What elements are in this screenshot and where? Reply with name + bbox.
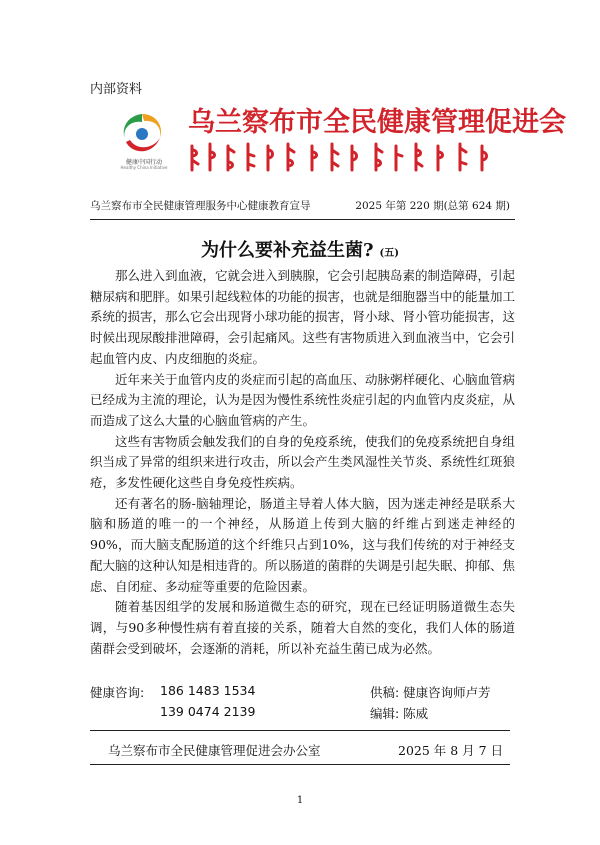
article-title-part: (五) (379, 248, 399, 259)
paragraph: 这些有害物质会触发我们的自身的免疫系统，使我们的免疫系统把自身组织当成了异常的组织来进行攻击，所以会产生类风湿性关节炎、系统性红斑狼疮，多发性硬化这些自身免疫性疾病。 (90, 433, 516, 491)
paragraph: 近年来关于血管内皮的炎症而引起的高血压、动脉粥样硬化、心脑血管病已经成为主流的理论，认为是因为慢性系统性炎症引起的内血管内皮炎症，从而造成了这么大量的心脑血管病的产生。 (90, 371, 516, 428)
subhead-publisher: 乌兰察布市全民健康管理服务中心健康教育宣导 (90, 200, 311, 212)
article-title-text: 为什么要补充益生菌? (200, 240, 374, 261)
issue-number: 2025 年第 220 期(总第 624 期) (355, 200, 510, 212)
footer-divider-top (90, 730, 510, 731)
contact-label: 健康咨询: (90, 685, 145, 700)
mongolian-script-title (188, 140, 498, 174)
logo-caption: 健康中国行动 (125, 159, 162, 166)
page-number: 1 (296, 795, 304, 806)
contact-phone-1: 186 1483 1534 (160, 683, 256, 698)
contact-phone-2: 139 0474 2139 (160, 704, 256, 719)
article-body (90, 266, 515, 659)
article-author: 供稿: 健康咨询师卢芳 (370, 685, 491, 700)
logo-emblem-icon (112, 108, 172, 158)
subheader (90, 198, 510, 213)
logo-caption-en: Healthy China Initiative (120, 165, 168, 170)
article-title (0, 236, 600, 262)
paragraph: 那么进入到血液，它就会进入到胰腺，它会引起胰岛素的制造障碍，引起糖尿病和肥胖。如果引起线粒体的功能的损害，也就是细胞器当中的能量加工系统的损害，那么它会出现肾小球功能的损害，肾小球、肾小管功能损害，这时候出现尿酸排泄障碍，会引起痛风。这些有害物质进入到血液当中，它会引起血管内皮、内皮细胞的炎症。 (90, 268, 516, 366)
paragraph: 随着基因组学的发展和肠道微生态的研究，现在已经证明肠道微生态失调，与90多种慢性病有着直接的关系，随着大自然的变化，我们人体的肠道菌群会受到破坏，会逐渐的消耗，所以补充益生菌已成为必然。 (90, 599, 515, 656)
footer-date: 2025 年 8 月 7 日 (398, 743, 504, 758)
footer-organization: 乌兰察布市全民健康管理促进会办公室 (108, 743, 321, 758)
organization-title: 乌兰察布市全民健康管理促进会 (188, 107, 566, 138)
paragraph: 还有著名的肠-脑轴理论，肠道主导着人体大脑，因为迷走神经是联系大脑和肠道的唯一的一个神经，从肠道上传到大脑的纤维占到迷走神经的90%，而大脑支配肠道的这个纤维只占到10%，这与我们传统的对于神经支配大脑的这种认知是相违背的。所以肠道的菌群的失调是引起失眠、抑郁、焦虑、自闭症、多动症等重要的危险因素。 (90, 495, 516, 594)
header-divider (90, 219, 515, 220)
internal-material-label: 内部资料 (90, 82, 143, 97)
article-editor: 编辑: 陈威 (370, 706, 429, 721)
footer-divider-bottom (90, 764, 510, 765)
